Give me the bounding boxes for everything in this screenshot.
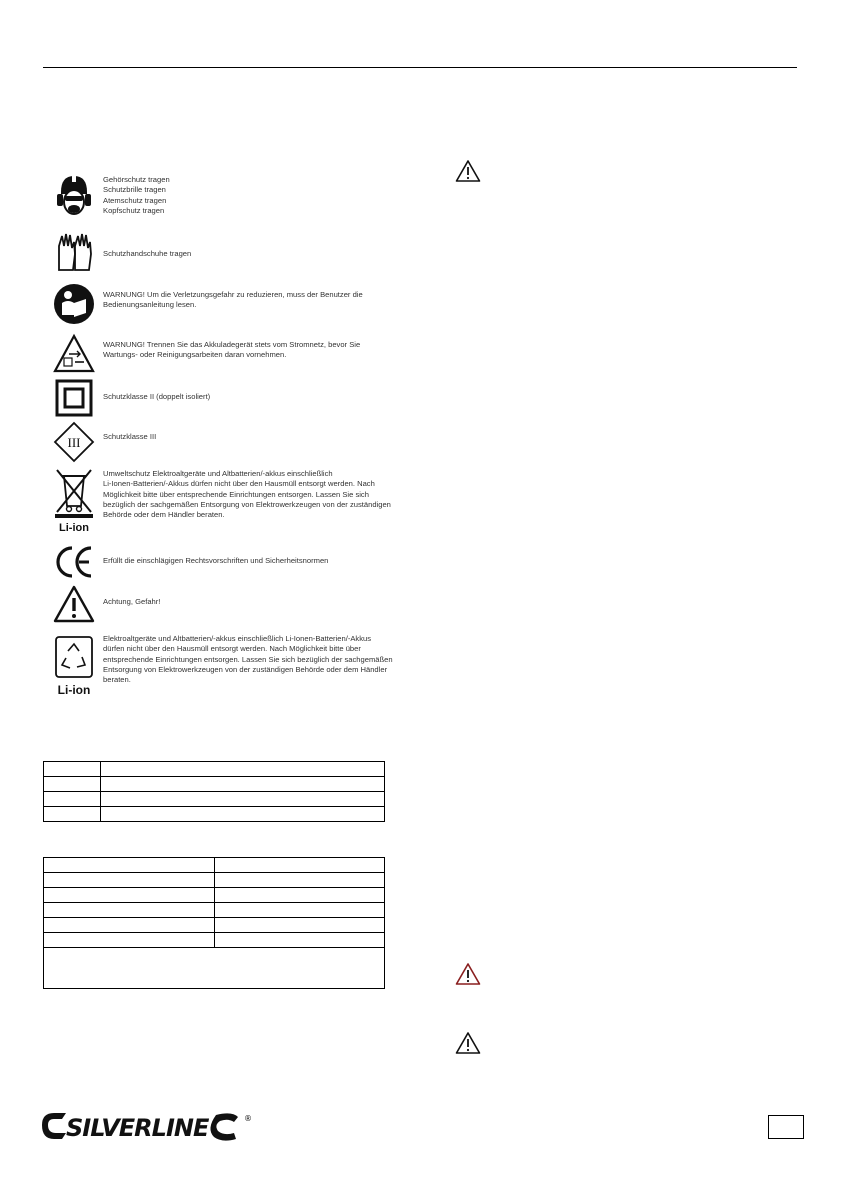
table-cell (44, 918, 215, 933)
registered-mark: ® (244, 1114, 252, 1123)
table-cell (101, 777, 385, 792)
symbol-line: Kopfschutz tragen (103, 205, 165, 215)
class-ii-icon (53, 377, 95, 419)
read-manual-icon (53, 283, 95, 325)
class-iii-label: III (67, 435, 81, 450)
table-row (44, 792, 385, 807)
table-row (44, 762, 385, 777)
silverline-logo (40, 1109, 260, 1143)
symbol-text (103, 634, 393, 685)
symbol-text (103, 597, 393, 607)
table-cell (44, 873, 215, 888)
symbol-line: Behörde oder dem Händler beraten. (103, 510, 225, 520)
symbol-line: Li-Ionen-Batterien/-Akkus dürfen nicht über den Hausmüll entsorgt werden. Nach (103, 479, 375, 489)
page-number-box (768, 1115, 804, 1139)
table-cell (215, 918, 385, 933)
header-rule (43, 67, 797, 68)
table-cell (44, 903, 215, 918)
ppe-head-icon (53, 172, 95, 220)
table-cell (101, 762, 385, 777)
table-cell (44, 777, 101, 792)
class-iii-icon (53, 421, 95, 463)
symbol-line: Bedienungsanleitung lesen. (103, 300, 197, 310)
symbol-line: Achtung, Gefahr! (103, 597, 161, 606)
table-cell (44, 762, 101, 777)
li-ion-label: Li-ion (59, 522, 89, 534)
symbol-row-manual (53, 283, 383, 327)
symbol-text (103, 340, 393, 361)
table-cell (215, 873, 385, 888)
symbol-line: Möglichkeit bitte über entsprechende Einrichtungen entsorgen. Lassen Sie sich (103, 489, 369, 499)
table-cell (101, 792, 385, 807)
table-row (44, 948, 385, 989)
table-cell (44, 792, 101, 807)
symbol-text (103, 175, 393, 216)
symbol-row-ce (53, 542, 383, 582)
warning-icon (455, 962, 481, 986)
symbol-line: Erfüllt die einschlägigen Rechtsvorschriften und Sicherheitsnormen (103, 556, 329, 565)
symbol-line: Entsorgung von Elektrowerkzeugen von der zuständigen Behörde oder dem Händler (103, 664, 388, 674)
table-row (44, 918, 385, 933)
table-cell (215, 858, 385, 873)
table-cell (215, 888, 385, 903)
table-cell (44, 933, 215, 948)
symbol-line: dürfen nicht über den Hausmüll entsorgt werden. Nach Möglichkeit bitte über (103, 644, 361, 654)
symbol-text (103, 469, 393, 520)
symbol-line: Schutzklasse II (doppelt isoliert) (103, 392, 211, 401)
symbol-line: Schutzhandschuhe tragen (103, 249, 192, 258)
symbol-text (103, 249, 393, 259)
specification-table (43, 857, 385, 989)
danger-triangle-icon (53, 583, 95, 625)
table-cell (215, 933, 385, 948)
symbol-line: Gehörschutz tragen (103, 175, 170, 184)
table-cell (44, 858, 215, 873)
table-note-cell (44, 948, 385, 989)
symbol-row-class-iii (53, 421, 383, 461)
symbol-row-gloves (53, 230, 383, 274)
symbol-text (103, 432, 393, 442)
symbol-line: Atemschutz tragen (103, 195, 167, 205)
ce-mark-icon (53, 542, 95, 584)
symbol-row-class-ii (53, 377, 383, 417)
symbol-line: Umweltschutz Elektroaltgeräte und Altbatterien/-akkus einschließlich (103, 469, 333, 478)
gloves-icon (53, 230, 95, 272)
table-cell (44, 888, 215, 903)
abbreviation-table (43, 761, 385, 822)
table-row (44, 858, 385, 873)
symbol-row-danger (53, 583, 383, 623)
weee-li-ion-icon (53, 466, 95, 534)
symbol-line: WARNUNG! Um die Verletzungsgefahr zu reduzieren, muss der Benutzer die (103, 290, 363, 299)
symbol-line: bezüglich der sachgemäßen Entsorgung von Elektrowerkzeugen von der zuständigen (103, 499, 391, 509)
symbol-line: Elektroaltgeräte und Altbatterien/-akkus einschließlich Li-Ionen-Batterien/-Akkus (103, 634, 372, 643)
symbol-line: entsprechende Einrichtungen entsorgen. Lassen Sie sich bezüglich der sachgemäßen (103, 654, 393, 664)
symbol-line: Wartungs- oder Reinigungsarbeiten daran vornehmen. (103, 350, 287, 360)
symbol-text (103, 290, 393, 311)
table-cell (101, 807, 385, 822)
symbol-row-disconnect (53, 333, 383, 377)
recycle-li-ion-icon (53, 634, 95, 698)
symbol-text (103, 556, 393, 566)
symbol-row-recycle (53, 634, 393, 698)
table-row (44, 807, 385, 822)
symbol-line: Schutzbrille tragen (103, 185, 166, 195)
table-cell (44, 807, 101, 822)
symbol-row-ppe (53, 172, 383, 222)
symbol-line: beraten. (103, 675, 131, 685)
disconnect-warning-icon (53, 333, 95, 375)
table-row (44, 933, 385, 948)
table-row (44, 777, 385, 792)
symbol-line: WARNUNG! Trennen Sie das Akkuladegerät stets vom Stromnetz, bevor Sie (103, 340, 361, 349)
symbol-text (103, 392, 393, 402)
symbol-line: Schutzklasse III (103, 432, 157, 441)
table-row (44, 903, 385, 918)
table-row (44, 888, 385, 903)
brand-name: SILVERLINE (66, 1114, 209, 1142)
li-ion-label: Li-ion (57, 683, 91, 697)
warning-icon (455, 1031, 481, 1055)
table-row (44, 873, 385, 888)
symbol-row-weee (53, 466, 391, 534)
table-cell (215, 903, 385, 918)
warning-icon (455, 159, 481, 183)
